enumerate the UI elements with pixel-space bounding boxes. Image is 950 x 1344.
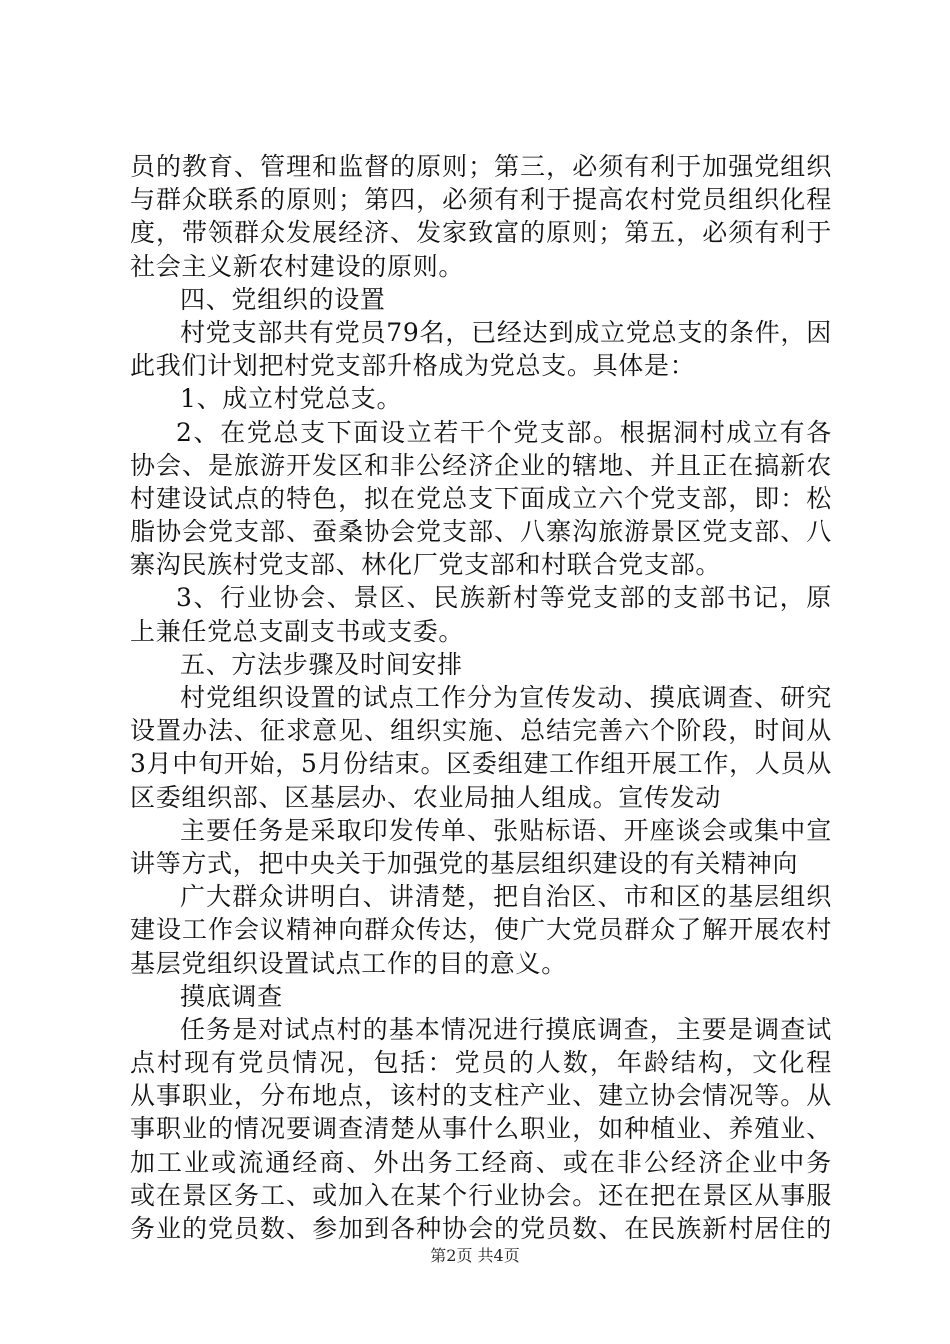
paragraph-line: 员的教育、管理和监督的原则；第三，必须有利于加强党组织: [130, 152, 832, 181]
paragraph-line: 村党支部共有党员79名，已经达到成立党总支的条件，因: [180, 317, 832, 347]
paragraph-line: 此我们计划把村党支部升格成为党总支。具体是：: [130, 351, 696, 381]
section-heading: 五、方法步骤及时间安排: [180, 649, 463, 679]
paragraph-line: 村党组织设置的试点工作分为宣传发动、摸底调查、研究: [180, 683, 832, 712]
paragraph-line: 度，带领群众发展经济、发家致富的原则；第五，必须有利于: [130, 218, 832, 248]
paragraph-line: 或在景区务工、或加入在某个行业协会。还在把在景区从事服: [130, 1180, 832, 1210]
paragraph-line: 主要任务是采取印发传单、张贴标语、开座谈会或集中宣: [180, 815, 832, 845]
paragraph-line: 社会主义新农村建设的原则。: [130, 251, 465, 281]
paragraph-line: 任务是对试点村的基本情况进行摸底调查，主要是调查试: [180, 1014, 832, 1044]
list-item: 3、行业协会、景区、民族新村等党支部的支部书记，原: [176, 583, 832, 613]
paragraph-line: 加工业或流通经商、外出务工经商、或在非公经济企业中务: [130, 1147, 832, 1177]
paragraph-line: 点村现有党员情况，包括：党员的人数，年龄结构，文化程: [130, 1048, 832, 1078]
paragraph-line: 事职业的情况要调查清楚从事什么职业，如种植业、养殖业、: [130, 1114, 832, 1144]
paragraph-line: 广大群众讲明白、讲清楚，把自治区、市和区的基层组织: [180, 882, 832, 912]
section-heading: 摸底调查: [180, 981, 283, 1011]
document-body: [130, 150, 832, 1245]
paragraph-line: 脂协会党支部、蚕桑协会党支部、八寨沟旅游景区党支部、八: [130, 517, 832, 547]
paragraph-line: 基层党组织设置试点工作的目的意义。: [130, 948, 567, 978]
paragraph-line: 协会、是旅游开发区和非公经济企业的辖地、并且正在搞新农: [130, 450, 832, 480]
paragraph-line: 设置办法、征求意见、组织实施、总结完善六个阶段，时间从: [130, 716, 832, 746]
paragraph-line: 建设工作会议精神向群众传达，使广大党员群众了解开展农村: [130, 915, 832, 945]
list-item: 1、成立村党总支。: [180, 384, 403, 414]
paragraph-line: 上兼任党总支副支书或支委。: [130, 616, 465, 646]
paragraph-line: 寨沟民族村党支部、林化厂党支部和村联合党支部。: [130, 550, 722, 580]
paragraph-line: 与群众联系的原则；第四，必须有利于提高农村党员组织化程: [130, 185, 832, 215]
paragraph-line: 区委组织部、区基层办、农业局抽人组成。宣传发动: [130, 782, 722, 812]
list-item: 2、在党总支下面设立若干个党支部。根据洞村成立有各: [176, 417, 832, 447]
paragraph-line: 村建设试点的特色，拟在党总支下面成立六个党支部，即：松: [130, 483, 832, 513]
paragraph-line: 务业的党员数、参加到各种协会的党员数、在民族新村居住的: [130, 1214, 832, 1243]
paragraph-line: 3月中旬开始，5月份结束。区委组建工作组开展工作，人员从: [130, 749, 832, 779]
page-number-footer: 第2页 共4页: [430, 1246, 520, 1265]
section-heading: 四、党组织的设置: [180, 284, 386, 314]
paragraph-line: 从事职业，分布地点，该村的支柱产业、建立协会情况等。从: [130, 1081, 832, 1111]
paragraph-line: 讲等方式，把中央关于加强党的基层组织建设的有关精神向: [130, 848, 799, 878]
